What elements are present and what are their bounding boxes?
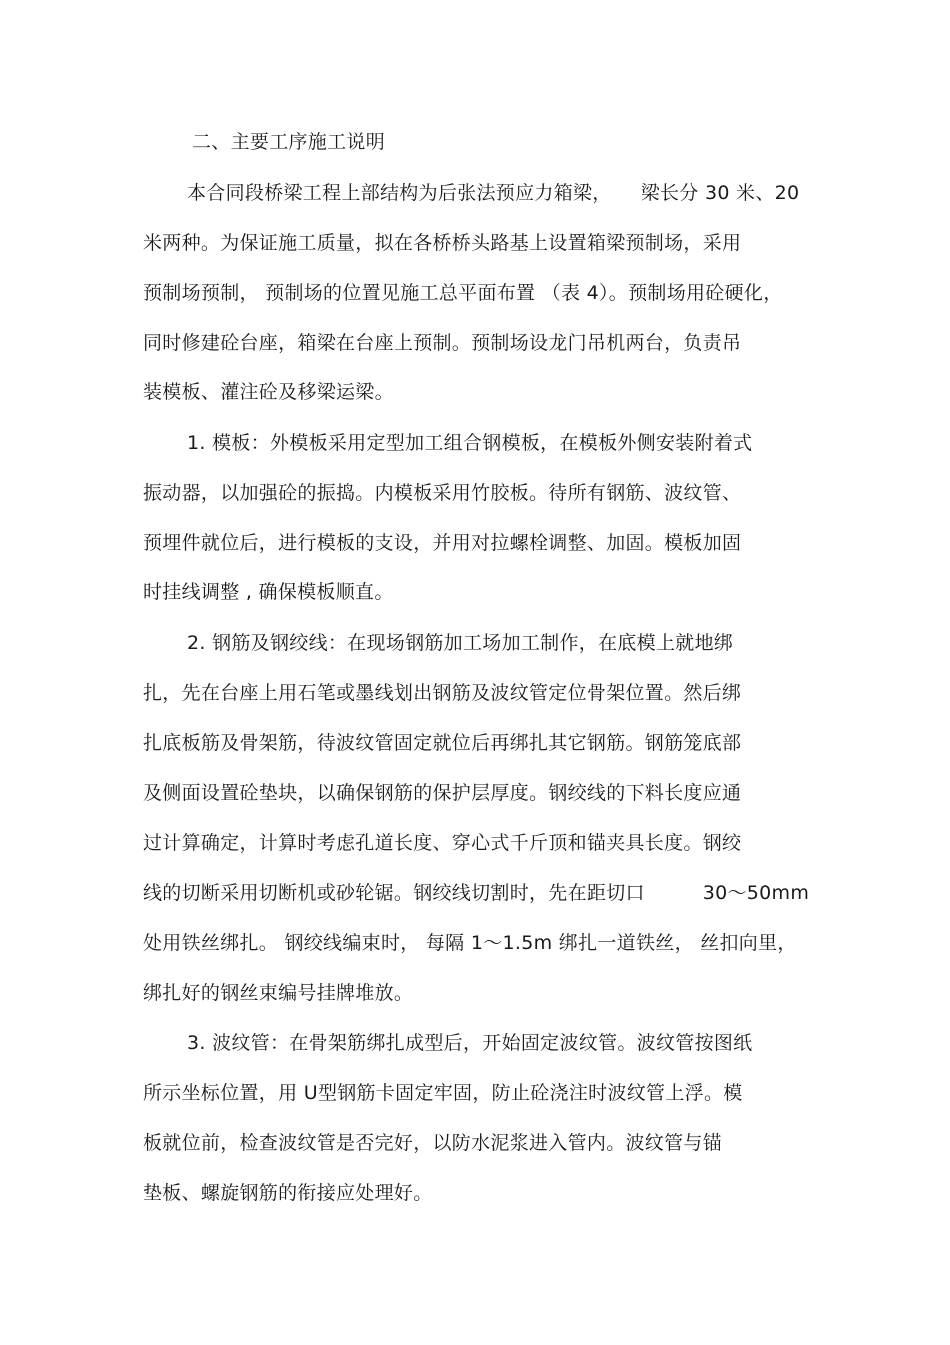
paragraph-line: 绑扎好的钢丝束编号挂牌堆放。 bbox=[143, 982, 414, 1004]
paragraph-line: 扎底板筋及骨架筋，待波纹管固定就位后再绑扎其它钢筋。钢筋笼底部 bbox=[143, 732, 742, 754]
paragraph-line: 过计算确定，计算时考虑孔道长度、穿心式千斤顶和锚夹具长度。钢绞 bbox=[143, 832, 742, 854]
paragraph-line: 垫板、螺旋钢筋的衔接应处理好。 bbox=[143, 1182, 433, 1204]
paragraph-line: 及侧面设置砼垫块，以确保钢筋的保护层厚度。钢绞线的下料长度应通 bbox=[143, 782, 742, 804]
paragraph-line: 板就位前，检查波纹管是否完好，以防水泥浆进入管内。波纹管与锚 bbox=[143, 1132, 723, 1154]
paragraph-line: 同时修建砼台座，箱梁在台座上预制。预制场设龙门吊机两台，负责吊 bbox=[143, 332, 742, 354]
paragraph-line: 3. 波纹管：在骨架筋绑扎成型后，开始固定波纹管。波纹管按图纸 bbox=[187, 1032, 753, 1054]
section-heading: 二、主要工序施工说明 bbox=[192, 131, 386, 153]
paragraph-line: 1. 模板：外模板采用定型加工组合钢模板，在模板外侧安装附着式 bbox=[187, 432, 753, 454]
paragraph-line: 所示坐标位置，用 U型钢筋卡固定牢固，防止砼浇注时波纹管上浮。模 bbox=[143, 1082, 743, 1104]
paragraph-line: 处用铁丝绑扎。 钢绞线编束时， 每隔 1～1.5m 绑扎一道铁丝， 丝扣向里， bbox=[143, 932, 797, 954]
paragraph-line: 扎，先在台座上用石笔或墨线划出钢筋及波纹管定位骨架位置。然后绑 bbox=[143, 682, 742, 704]
paragraph-line: 振动器，以加强砼的振捣。内模板采用竹胶板。待所有钢筋、波纹管、 bbox=[143, 482, 742, 504]
paragraph-line: 时挂线调整 , 确保模板顺直。 bbox=[143, 581, 394, 603]
paragraph-line: 预制场预制， 预制场的位置见施工总平面布置 （表 4）。预制场用砼硬化， bbox=[143, 282, 783, 304]
paragraph-line: 本合同段桥梁工程上部结构为后张法预应力箱梁， 梁长分 30 米、20 bbox=[187, 182, 800, 204]
paragraph-line: 米两种。为保证施工质量，拟在各桥桥头路基上设置箱梁预制场，采用 bbox=[143, 232, 742, 254]
paragraph-line: 线的切断采用切断机或砂轮锯。钢绞线切割时，先在距切口 30～50mm bbox=[143, 882, 810, 904]
paragraph-line: 2. 钢筋及钢绞线：在现场钢筋加工场加工制作，在底模上就地绑 bbox=[187, 632, 734, 654]
paragraph-line: 预埋件就位后，进行模板的支设，并用对拉螺栓调整、加固。模板加固 bbox=[143, 532, 742, 554]
paragraph-line: 装模板、灌注砼及移梁运梁。 bbox=[143, 381, 394, 403]
